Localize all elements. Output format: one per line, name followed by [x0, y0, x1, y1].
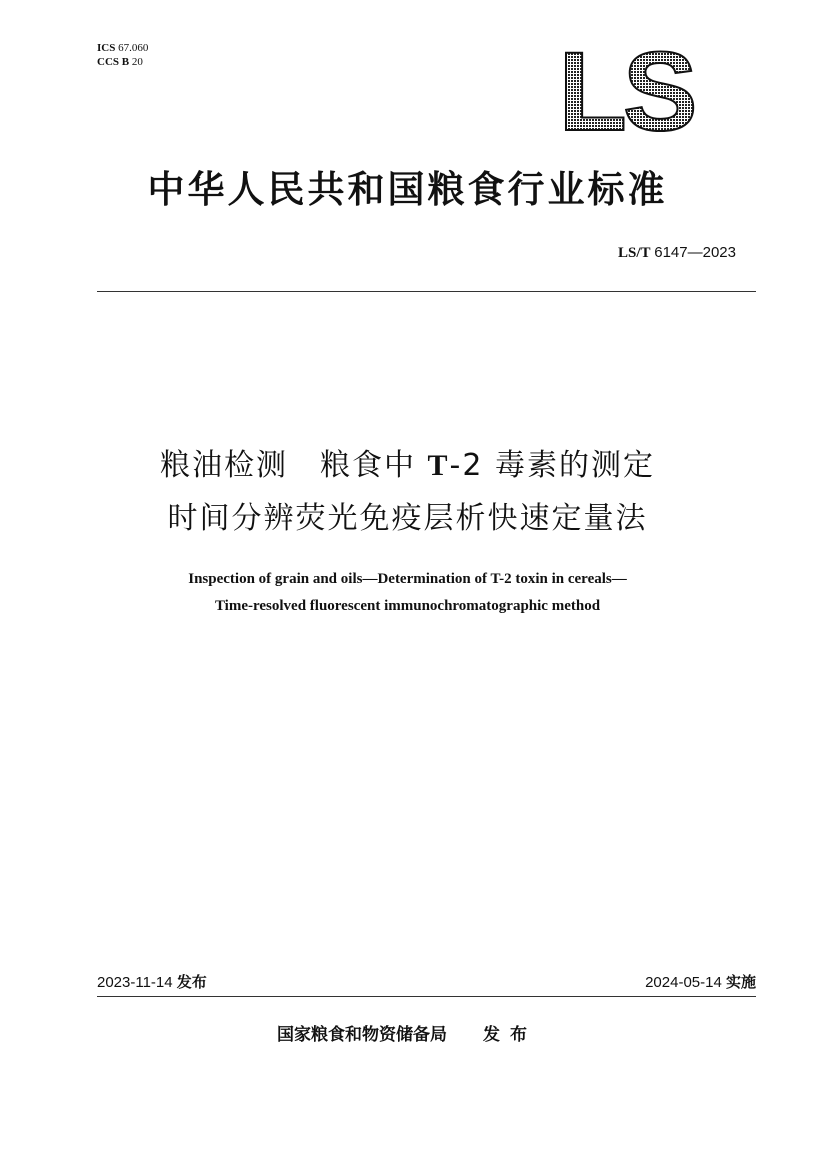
- issue-date-label: 发布: [176, 973, 207, 991]
- standard-number: [618, 244, 736, 262]
- implement-date: [645, 972, 756, 993]
- title-cn-part-a: 粮油检测: [159, 448, 288, 483]
- title-cn-line2: 时间分辨荧光免疫层析快速定量法: [167, 501, 648, 536]
- ics-label: ICS: [97, 42, 116, 54]
- title-cn-part-c: -2 毒素的测定: [449, 448, 655, 483]
- implement-date-value: 2024-05-14: [645, 974, 722, 991]
- header-divider: [97, 291, 756, 292]
- ls-logo: [556, 38, 696, 138]
- standard-number-prefix: LS/T: [617, 245, 651, 261]
- issuer-line: [277, 1024, 537, 1046]
- title-cn-line1: [0, 446, 815, 486]
- title-en-line2: Time-resolved fluorescent immunochromatographic method: [214, 598, 601, 614]
- ics-code: 67.060: [118, 42, 149, 54]
- title-en-line1: Inspection of grain and oils—Determination of T-2 toxin in cereals—: [188, 571, 627, 587]
- implement-date-label: 实施: [725, 973, 756, 991]
- ics-line: [97, 41, 148, 55]
- title-cn-part-b: 粮食中: [319, 448, 416, 483]
- ccs-letter: B: [121, 56, 130, 68]
- issue-date-value: 2023-11-14: [97, 974, 173, 991]
- classification-codes: [97, 41, 148, 69]
- issue-date: [97, 972, 207, 993]
- standard-number-value: 6147—2023: [654, 244, 736, 261]
- ccs-code: 20: [131, 56, 143, 68]
- issuer-name: 国家粮食和物资储备局: [277, 1025, 447, 1045]
- title-cn-part-t: T: [427, 449, 450, 482]
- footer-divider: [97, 996, 756, 997]
- ccs-line: [97, 55, 148, 69]
- ccs-label: CCS: [97, 56, 120, 68]
- standard-category-name: 中华人民共和国粮食行业标准: [147, 168, 668, 211]
- ls-logo-text: LS: [558, 38, 694, 138]
- issuer-action: 发布: [483, 1025, 537, 1045]
